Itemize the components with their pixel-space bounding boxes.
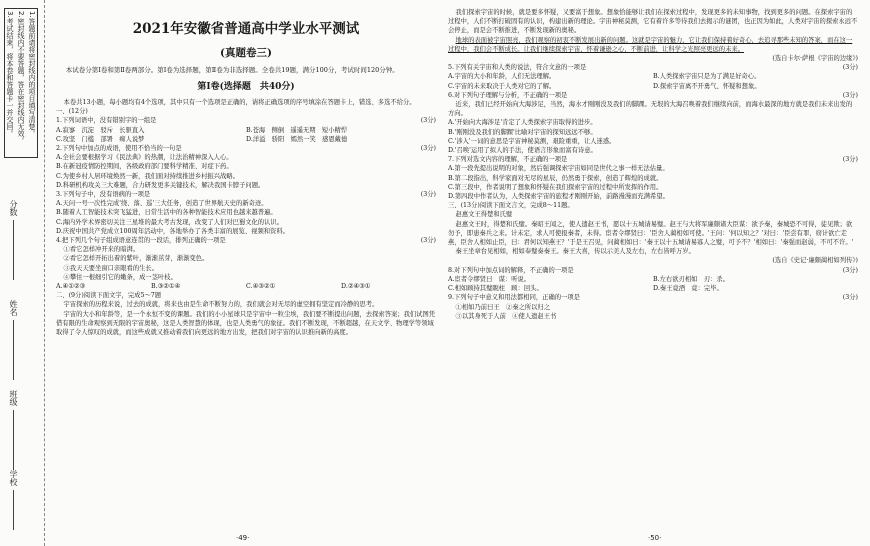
- quoted-sentence: 近来，我们已经开始向大海涉足，当然，海水才刚刚没及我们的脚踝。无垠的大海召唤着我们继续向前，而海水最深的地方就是我们未来出发的方向。: [448, 101, 853, 118]
- exam-intro: 本试卷分第Ⅰ卷和第Ⅱ卷两部分。第Ⅰ卷为选择题，第Ⅱ卷为非选择题。全卷共19题，满分100分，考试时间120分钟。: [65, 66, 399, 74]
- option: A.全社会要根据学习《民法典》的热潮，让法治精神深入人心。: [56, 154, 233, 162]
- passage-paragraph: 地球的表面被宇宙照亮，我们观察的初衷不断发展出新的问题。这就是宇宙的魅力，它让我们保持着好奇心，去追寻那些未知的答案，而在这一过程中，我们会不断成长。让我们继续探索宇宙，怀着谦逊之心，不断前进，让科学之光照亮更远的未来。: [448, 36, 853, 53]
- question-5: 5.下列有关宇宙和人类的说法，符合文意的一项是 (3分): [448, 64, 858, 72]
- section-heading: 第Ⅰ卷(选择题 共40分): [197, 82, 295, 92]
- sentence: ③我天天要坐窗口亲眼看的生长。: [63, 264, 158, 272]
- question-7: 7.下列对选文内容的理解，不正确的一项是 (3分): [448, 156, 858, 164]
- question-4: 4.把下列几个句子组成语意连贯的一段话，排列正确的一项是 (3分): [56, 237, 436, 245]
- notice-line: 2.密封线内不要答题，答在密封线内无效。: [17, 11, 25, 144]
- score-field: 分数: [8, 200, 19, 280]
- option: C.第三段中，作者说明了想象和怀疑在我们探索宇宙的过程中所发挥的作用。: [448, 183, 663, 191]
- page-number: ·49·: [236, 534, 250, 542]
- question-1-options: A.寂寥 沉淀 驳斥 长驱直入 B.苍海 侧倒 遥遥无期 短小精悍 C.攻坚 门槛 部署 痴人说梦 D.洋溢 骄阳 嫣然一笑 感恩戴德: [56, 126, 348, 143]
- question-3: 3.下列句子中，没有语病的一项是 (3分): [56, 191, 436, 199]
- sentence: ④攀住一根细引它的嫩条，成一茎叶枝。: [63, 273, 177, 281]
- option: ③以其身死于人前 ④使人遗赵王书: [455, 312, 557, 320]
- question-5-options: A.宇宙的大小和年龄，人们无法理解。 B.人类探索宇宙只是为了满足好奇心。 C.宇宙的未来取决于人类对它的了解。 D.探索宇宙离不开勇气、怀疑和想象。: [448, 73, 761, 90]
- part-heading: 一、(12分): [56, 108, 88, 116]
- page-number: ·50·: [648, 534, 662, 542]
- section-instructions: 本卷共13小题，每小题均有4个选项，其中只有一个选项是正确的，请将正确选项的序号填涂在答题卡上，错选、多选不给分。: [63, 99, 416, 106]
- option: B.在新冠疫情防控期间，各级政府部门要科学精准、对症下药。: [56, 163, 233, 171]
- class-field: 班级: [8, 390, 19, 470]
- notice-line: 3.考试结束，将本卷和答题卡一并交回。: [6, 11, 14, 137]
- exam-title: 2021年安徽省普通高中学业水平测试: [132, 21, 360, 37]
- question-4-options: A.④①②③ B.③②①④ C.④③②① D.②④③①: [56, 283, 371, 291]
- option: A.第一段先提出说明的对象，然后强调探索宇宙如同是世代之事一样无法估量。: [448, 165, 669, 173]
- passage-paragraph: 我们探索宇宙的时候，就是要多怀疑，又要富于想象。想象恰能够让我们在探索过程中，发现更多的未知事物，找到更多的问题。在探索宇宙的过程中，人们不断打破固有的认识，构建出新的理论。宇宙神秘莫测，它有着许多等待我们去揭示的谜团，也正因为如此，人类对宇宙的探索永远不会停止，而是会不断推进，不断发现新的奥秘。: [448, 9, 858, 35]
- notice-line: 1.答题前请将密封线内的项目填写清楚。: [28, 11, 36, 137]
- question-8-options: A.宦者令缪贤曰 谋：听说。 B.左右欲刃相如 刃：杀。 C.相如顾持其璧睨柱 顾：回头。 D.秦王竟酒 竟：完毕。: [448, 275, 729, 293]
- part-heading: 三、(13分)阅读下面文言文，完成8～11题。: [448, 202, 574, 210]
- question-9: 9.下列句子中意义和用法都相同，正确的一项是 (3分): [448, 294, 858, 302]
- option: C.为使乡村人居环境焕然一新，我们面对持续推进乡村振兴战略。: [56, 172, 239, 180]
- source-note: (选自卡尔·萨根《宇宙的边缘》): [772, 55, 858, 63]
- source-note: (选自《史记·廉颇蔺相如列传》): [772, 257, 858, 265]
- question-8: 8.对下列句中加点词的解释，不正确的一项是 (3分): [448, 266, 858, 274]
- exam-subtitle: (真题卷三): [220, 47, 272, 59]
- option: D.'召唤'运用了拟人的手法，使语言形象而富有诗意。: [448, 147, 597, 155]
- option: A.'开始向大海涉足'肯定了人类探索宇宙取得的进步。: [448, 119, 597, 127]
- option: ①相如乃前曰王 ②秦之所以归之: [455, 303, 550, 311]
- option: B.随着人工智能技术突飞猛进，日常生活中的各种智能技术应用也越来越普遍。: [56, 209, 277, 217]
- option: B.'刚刚没及我们的脚踝'比喻对宇宙的探知远远不够。: [448, 128, 597, 136]
- question-1: 1.下列词语中，没有错别字的一组是 (3分): [56, 117, 436, 125]
- option: D.庆祝中国共产党成立100周年活动中，各地举办了各类丰富的展览、视频和资料。: [56, 227, 289, 235]
- binding-margin: [0, 0, 45, 546]
- classical-title: 赵惠文王得楚和氏璧: [455, 211, 513, 219]
- sentence: ②看它怎样开拓出着的紫叶，渐渐茁芽，渐渐变色。: [63, 255, 209, 263]
- passage-paragraph: 宇宙探索的历程来说，过去的成就，将来也由是生命不断努力的，我们就会对无尽的虚空拥有坚定而冷静的思考。: [63, 301, 379, 309]
- passage-paragraph: 宇宙的大小和年龄等，是一个永恒不变的课题。我们的小小星球只是宇宙中一粒尘埃，我们要不断提出问题，去探索答案；我们试图凭借有限的生命观察到无限的宇宙奥秘，这是人类智慧的体现，也是人类勇气的象征。我们不断发现，不断超越，在天文学、物理学等领域取得了令人惊叹的成就，而这些成就又推动着我们向更远的地方出发，把我们对宇宙的认识推向新的高度。: [56, 310, 436, 337]
- school-field: 学校: [8, 470, 19, 530]
- classical-text: 赵惠文王时，得楚和氏璧。秦昭王闻之，使人遗赵王书，愿以十五城请易璧。赵王与大将军廉颇诸大臣谋：欲予秦，秦城恐不可得，徒见欺；欲勿予，即患秦兵之来。计未定，求人可使报秦者，未得。宦者令缪贤曰：'臣舍人蔺相如可使。'王问：'何以知之？'对曰：'臣尝有罪，窃计欲亡走燕，臣舍人相如止臣，曰：君何以知燕王？'于是王召见，问蔺相如曰：'秦王以十五城请易寡人之璧，可予不？'相如曰：'秦强而赵弱，不可不许。': [448, 220, 854, 247]
- sentence: ①看它怎样冲开来的暗湃。: [63, 246, 140, 254]
- left-page: [56, 8, 436, 337]
- name-field: 姓名: [8, 300, 19, 380]
- part-heading: 二、(9分)阅读下面文字，完成5～7题: [56, 292, 162, 300]
- option: A.天问一号一次性完成'绕、落、巡'三大任务，创造了世界航天史的新奇迹。: [56, 200, 268, 208]
- option: C.海内外学术界密切关注三星堆的最大考古发现，改变了人们对巴蜀文化的认识。: [56, 218, 283, 226]
- question-2: 2.下列句中加点的成语，使用不恰当的一句是 (3分): [56, 145, 436, 153]
- option: C.'涉入'一词的意思是宇宙神秘莫测，艰险重重，让人迷惑。: [448, 137, 616, 145]
- classical-text-end: 秦王坐章台见相如，相如奉璧奏秦王。秦王大喜，传以示美人及左右，左右皆呼万岁。: [455, 248, 695, 256]
- question-6: 6.对下列句子理解与分析，不正确的一项是 (3分): [448, 91, 858, 99]
- option: D.科研机构攻关三大难题，合力研发更多关键技术，解决我国卡脖子问题。: [56, 181, 265, 189]
- exam-notice-box: [4, 8, 38, 158]
- right-page: [448, 8, 858, 321]
- option: B.第二段指出，科学家面对无尽的星辰，仍然勇于探索，创造了辉煌的成就。: [448, 174, 663, 182]
- option: D.第四段中作者认为，人类探索宇宙的旅程才刚刚开始，前路漫漫而充满希望。: [448, 193, 669, 201]
